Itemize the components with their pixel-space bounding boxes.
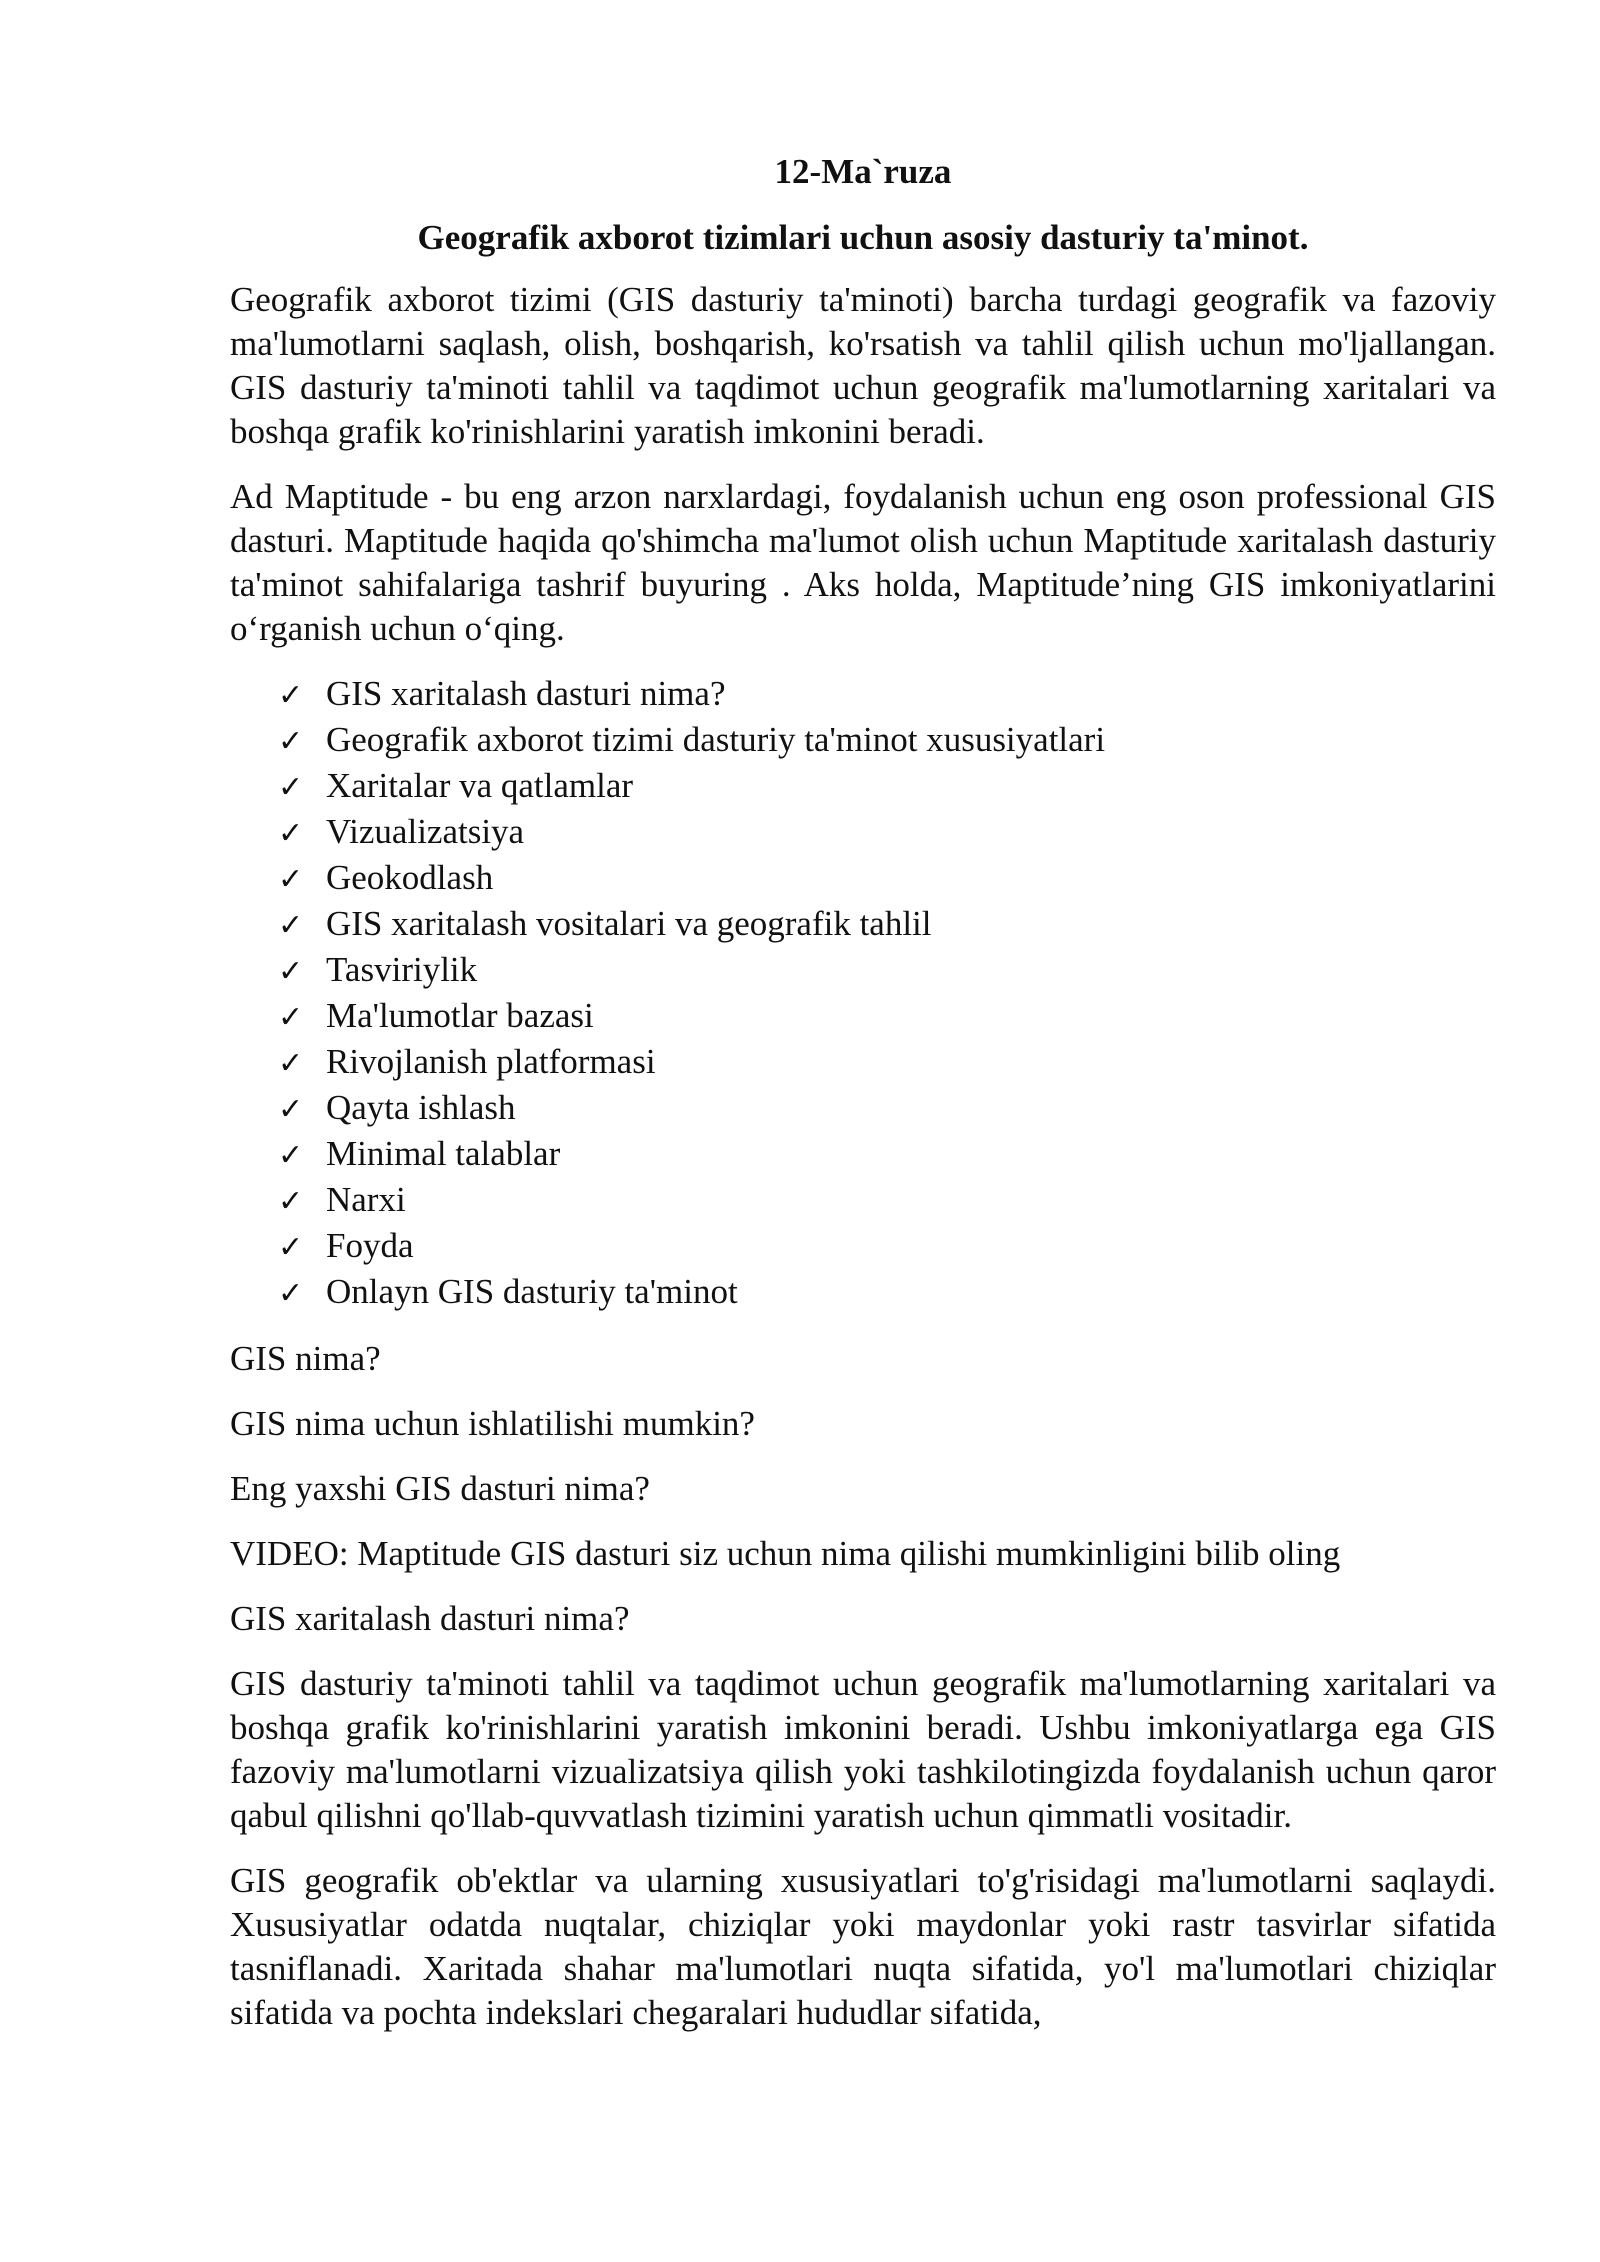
checklist-item [278,1086,1496,1132]
checklist-item-label: Onlayn GIS dasturiy ta'minot [326,1272,738,1311]
checklist-item [278,1224,1496,1270]
checklist-item [278,1270,1496,1316]
checkmark-icon: ✓ [278,1230,304,1265]
video-line: VIDEO: Maptitude GIS dasturi siz uchun nima qilishi mumkinligini bilib oling [230,1534,1341,1573]
checklist-item-label: Geografik axborot tizimi dasturiy ta'minot xususiyatlari [326,720,1106,759]
checklist-item [278,902,1496,948]
checkmark-icon: ✓ [278,678,304,713]
checkmark-icon: ✓ [278,724,304,759]
checklist-item-label: Geokodlash [326,858,494,897]
checklist-item [278,856,1496,902]
intro-paragraph: Geografik axborot tizimi (GIS dasturiy ta'minoti) barcha turdagi geografik va fazoviy ma'lumotlarni saqlash, olish, boshqarish, ko'rsatish va tahlil qilish uchun mo'ljallangan. GIS dasturiy ta'minoti tahlil va taqdimot uchun geografik ma'lumotlarning xaritalari va boshqa grafik ko'rinishlarini yaratish imkonini beradi. [230,280,1496,451]
checklist-item [278,672,1496,718]
checklist-item-label: Minimal talablar [326,1134,561,1173]
checkmark-icon: ✓ [278,908,304,943]
section-heading: GIS xaritalash dasturi nima? [230,1599,630,1638]
checklist-item [278,1178,1496,1224]
checklist-item-label: GIS xaritalash dasturi nima? [326,674,726,713]
checkmark-icon: ✓ [278,1092,304,1127]
checkmark-icon: ✓ [278,1184,304,1219]
document-page [230,150,1496,2056]
checklist-item-label: Foyda [326,1226,414,1265]
checklist-item [278,1040,1496,1086]
checklist-item-label: GIS xaritalash vositalari va geografik tahlil [326,904,932,943]
checkmark-icon: ✓ [278,770,304,805]
body-paragraph: GIS dasturiy ta'minoti tahlil va taqdimot uchun geografik ma'lumotlarning xaritalari va boshqa grafik ko'rinishlarini yaratish imkonini beradi. Ushbu imkoniyatlarga ega GIS fazoviy ma'lumotlarni vizualizatsiya qilish yoki tashkilotingizda foydalanish uchun qaror qabul qilishni qo'llab-quvvatlash tizimini yaratish uchun qimmatli vositadir. [230,1664,1496,1835]
checklist-item [278,994,1496,1040]
body-paragraph: GIS geografik ob'ektlar va ularning xususiyatlari to'g'risidagi ma'lumotlarni saqlaydi. Xususiyatlar odatda nuqtalar, chiziqlar yoki maydonlar yoki rastr tasvirlar sifatida tasniflanadi. Xaritada shahar ma'lumotlari nuqta sifatida, yo'l ma'lumotlari chiziqlar sifatida va pochta indekslari chegaralari hududlar sifatida, [230,1861,1496,2032]
lecture-subtitle: Geografik axborot tizimlari uchun asosiy dasturiy ta'minot. [417,218,1309,257]
topics-checklist [230,672,1496,1316]
checkmark-icon: ✓ [278,816,304,851]
checklist-item [278,948,1496,994]
checklist-item-label: Xaritalar va qatlamlar [326,766,634,805]
lecture-title: 12-Ma`ruza [774,152,952,191]
checklist-item-label: Vizualizatsiya [326,812,525,851]
checklist-item [278,764,1496,810]
checklist-item-label: Tasviriylik [326,950,478,989]
checklist-item-label: Qayta ishlash [326,1088,516,1127]
checkmark-icon: ✓ [278,862,304,897]
checkmark-icon: ✓ [278,1276,304,1311]
question-line: Eng yaxshi GIS dasturi nima? [230,1469,650,1508]
intro-paragraph: Ad Maptitude - bu eng arzon narxlardagi, foydalanish uchun eng oson professional GIS dasturi. Maptitude haqida qo'shimcha ma'lumot olish uchun Maptitude xaritalash dasturiy ta'minot sahifalariga tashrif buyuring . Aks holda, Maptitude’ning GIS imkoniyatlarini o‘rganish uchun o‘qing. [230,477,1496,648]
question-line: GIS nima? [230,1339,381,1378]
checkmark-icon: ✓ [278,1138,304,1173]
checklist-item [278,810,1496,856]
question-line: GIS nima uchun ishlatilishi mumkin? [230,1404,755,1443]
checklist-item-label: Rivojlanish platformasi [326,1042,656,1081]
checkmark-icon: ✓ [278,1046,304,1081]
checklist-item-label: Narxi [326,1180,406,1219]
checkmark-icon: ✓ [278,1000,304,1035]
checkmark-icon: ✓ [278,954,304,989]
checklist-item [278,718,1496,764]
checklist-item [278,1132,1496,1178]
checklist-item-label: Ma'lumotlar bazasi [326,996,594,1035]
